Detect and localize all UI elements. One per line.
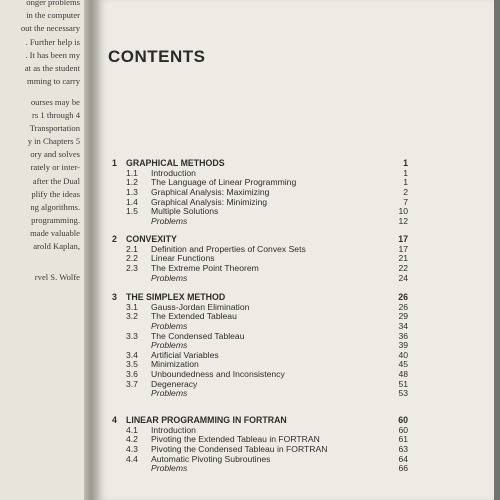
chapter-number: 2 [112, 234, 117, 244]
section-page-number: 36 [398, 330, 408, 341]
section-title: The Condensed Tableau [151, 330, 245, 341]
section-page-number: 39 [398, 340, 408, 351]
left-page-line: rs 1 through 4 [32, 110, 80, 120]
problems-entry: Problems [151, 215, 188, 226]
section-number: 1.2 [126, 177, 138, 188]
left-page-line: at as the student [24, 63, 80, 73]
left-page-line: Transportation [29, 123, 80, 133]
chapter-page-number: 17 [398, 234, 408, 244]
section-title: Pivoting the Extended Tableau in FORTRAN [151, 434, 320, 445]
section-number: 1.5 [126, 206, 138, 217]
section-number: 3.2 [126, 311, 138, 322]
section-number: 2.2 [126, 253, 138, 264]
section-page-number: 34 [398, 321, 408, 331]
section-title: Multiple Solutions [151, 206, 219, 217]
chapter-title: CONVEXITY [126, 234, 177, 244]
section-title: Unboundedness and Inconsistency [151, 369, 285, 379]
chapter-page-number: 26 [398, 292, 408, 302]
page-title: CONTENTS [108, 47, 206, 66]
section-title: Pivoting the Condensed Tableau in FORTRAN [151, 444, 328, 454]
problems-entry: Problems [151, 388, 188, 399]
section-title: Linear Functions [151, 253, 215, 264]
section-page-number: 66 [398, 463, 408, 474]
section-page-number: 63 [398, 444, 408, 454]
section-page-number: 21 [398, 253, 408, 264]
section-number: 3.1 [126, 301, 138, 312]
page-edge [494, 0, 500, 500]
left-page-line: ory and solves [30, 149, 80, 159]
left-page-line: onger problems [26, 0, 80, 7]
chapter-number: 4 [112, 415, 117, 425]
section-title: Degeneracy [151, 378, 198, 389]
left-page-line: after the Dual [32, 176, 80, 186]
section-page-number: 1 [403, 177, 408, 188]
section-page-number: 61 [398, 434, 408, 445]
section-number: 2.3 [126, 263, 138, 273]
problems-entry: Problems [151, 321, 188, 331]
left-page-line: made valuable [30, 228, 80, 238]
section-title: Definition and Properties of Convex Sets [151, 243, 306, 254]
section-page-number: 29 [398, 311, 408, 322]
section-page-number: 45 [398, 359, 408, 370]
section-page-number: 60 [398, 424, 408, 435]
section-title: Introduction [151, 424, 196, 435]
section-page-number: 7 [403, 196, 408, 207]
section-number: 3.6 [126, 369, 138, 379]
left-page-line: rvel S. Wolfe [34, 272, 80, 282]
section-page-number: 53 [398, 388, 408, 399]
section-number: 3.7 [126, 378, 138, 389]
contents-page [98, 0, 496, 500]
section-title: Automatic Pivoting Subroutines [151, 453, 271, 464]
section-number: 4.1 [126, 424, 138, 435]
section-page-number: 12 [398, 215, 408, 226]
chapter-number: 3 [112, 292, 117, 302]
left-page-line: mming to carry [27, 76, 80, 86]
section-page-number: 40 [398, 349, 408, 360]
problems-entry: Problems [151, 272, 188, 283]
left-page [0, 0, 88, 500]
section-title: Artificial Variables [151, 349, 219, 360]
left-page-line: . It has been my [25, 50, 80, 60]
section-number: 1.1 [126, 167, 138, 178]
left-page-line: y in Chapters 5 [27, 136, 80, 146]
section-page-number: 10 [398, 206, 408, 217]
left-page-line: ng algorithms. [30, 202, 80, 212]
section-number: 4.2 [126, 434, 138, 445]
section-title: The Language of Linear Programming [151, 177, 297, 188]
section-title: The Extended Tableau [151, 311, 237, 322]
problems-entry: Problems [151, 340, 188, 351]
left-page-line: out the necessary [20, 23, 80, 33]
section-page-number: 24 [398, 272, 408, 283]
problems-entry: Problems [151, 463, 188, 474]
left-page-line: . Further help is [25, 37, 80, 47]
section-number: 3.3 [126, 330, 138, 341]
section-number: 1.3 [126, 187, 138, 197]
section-number: 3.5 [126, 359, 138, 370]
section-page-number: 26 [398, 301, 408, 312]
section-title: The Extreme Point Theorem [151, 263, 259, 273]
section-title: Graphical Analysis: Maximizing [151, 187, 270, 197]
section-number: 3.4 [126, 349, 138, 360]
section-page-number: 17 [398, 243, 408, 254]
section-number: 4.4 [126, 453, 138, 464]
section-page-number: 51 [398, 378, 408, 389]
left-page-line: rately or inter- [30, 162, 80, 172]
section-page-number: 22 [398, 263, 408, 273]
section-number: 4.3 [126, 444, 138, 454]
chapter-title: THE SIMPLEX METHOD [126, 292, 226, 302]
chapter-title: GRAPHICAL METHODS [126, 158, 225, 168]
chapter-title: LINEAR PROGRAMMING IN FORTRAN [126, 415, 287, 425]
section-number: 2.1 [126, 243, 138, 254]
left-page-line: ourses may be [30, 97, 80, 107]
section-page-number: 64 [398, 453, 408, 464]
section-title: Gauss-Jordan Elimination [151, 301, 250, 312]
chapter-page-number: 60 [398, 415, 408, 425]
chapter-page-number: 1 [403, 158, 408, 168]
section-title: Minimization [151, 359, 199, 370]
left-page-line: plify the ideas [31, 189, 80, 199]
left-page-line: programming. [31, 215, 80, 225]
left-page-line: in the computer [26, 10, 80, 20]
section-title: Graphical Analysis: Minimizing [151, 196, 268, 207]
section-title: Introduction [151, 167, 196, 178]
section-number: 1.4 [126, 196, 138, 207]
chapter-number: 1 [112, 158, 117, 168]
section-page-number: 48 [398, 369, 408, 379]
section-page-number: 2 [403, 187, 408, 197]
section-page-number: 1 [403, 167, 408, 178]
left-page-line: arold Kaplan, [33, 241, 80, 251]
